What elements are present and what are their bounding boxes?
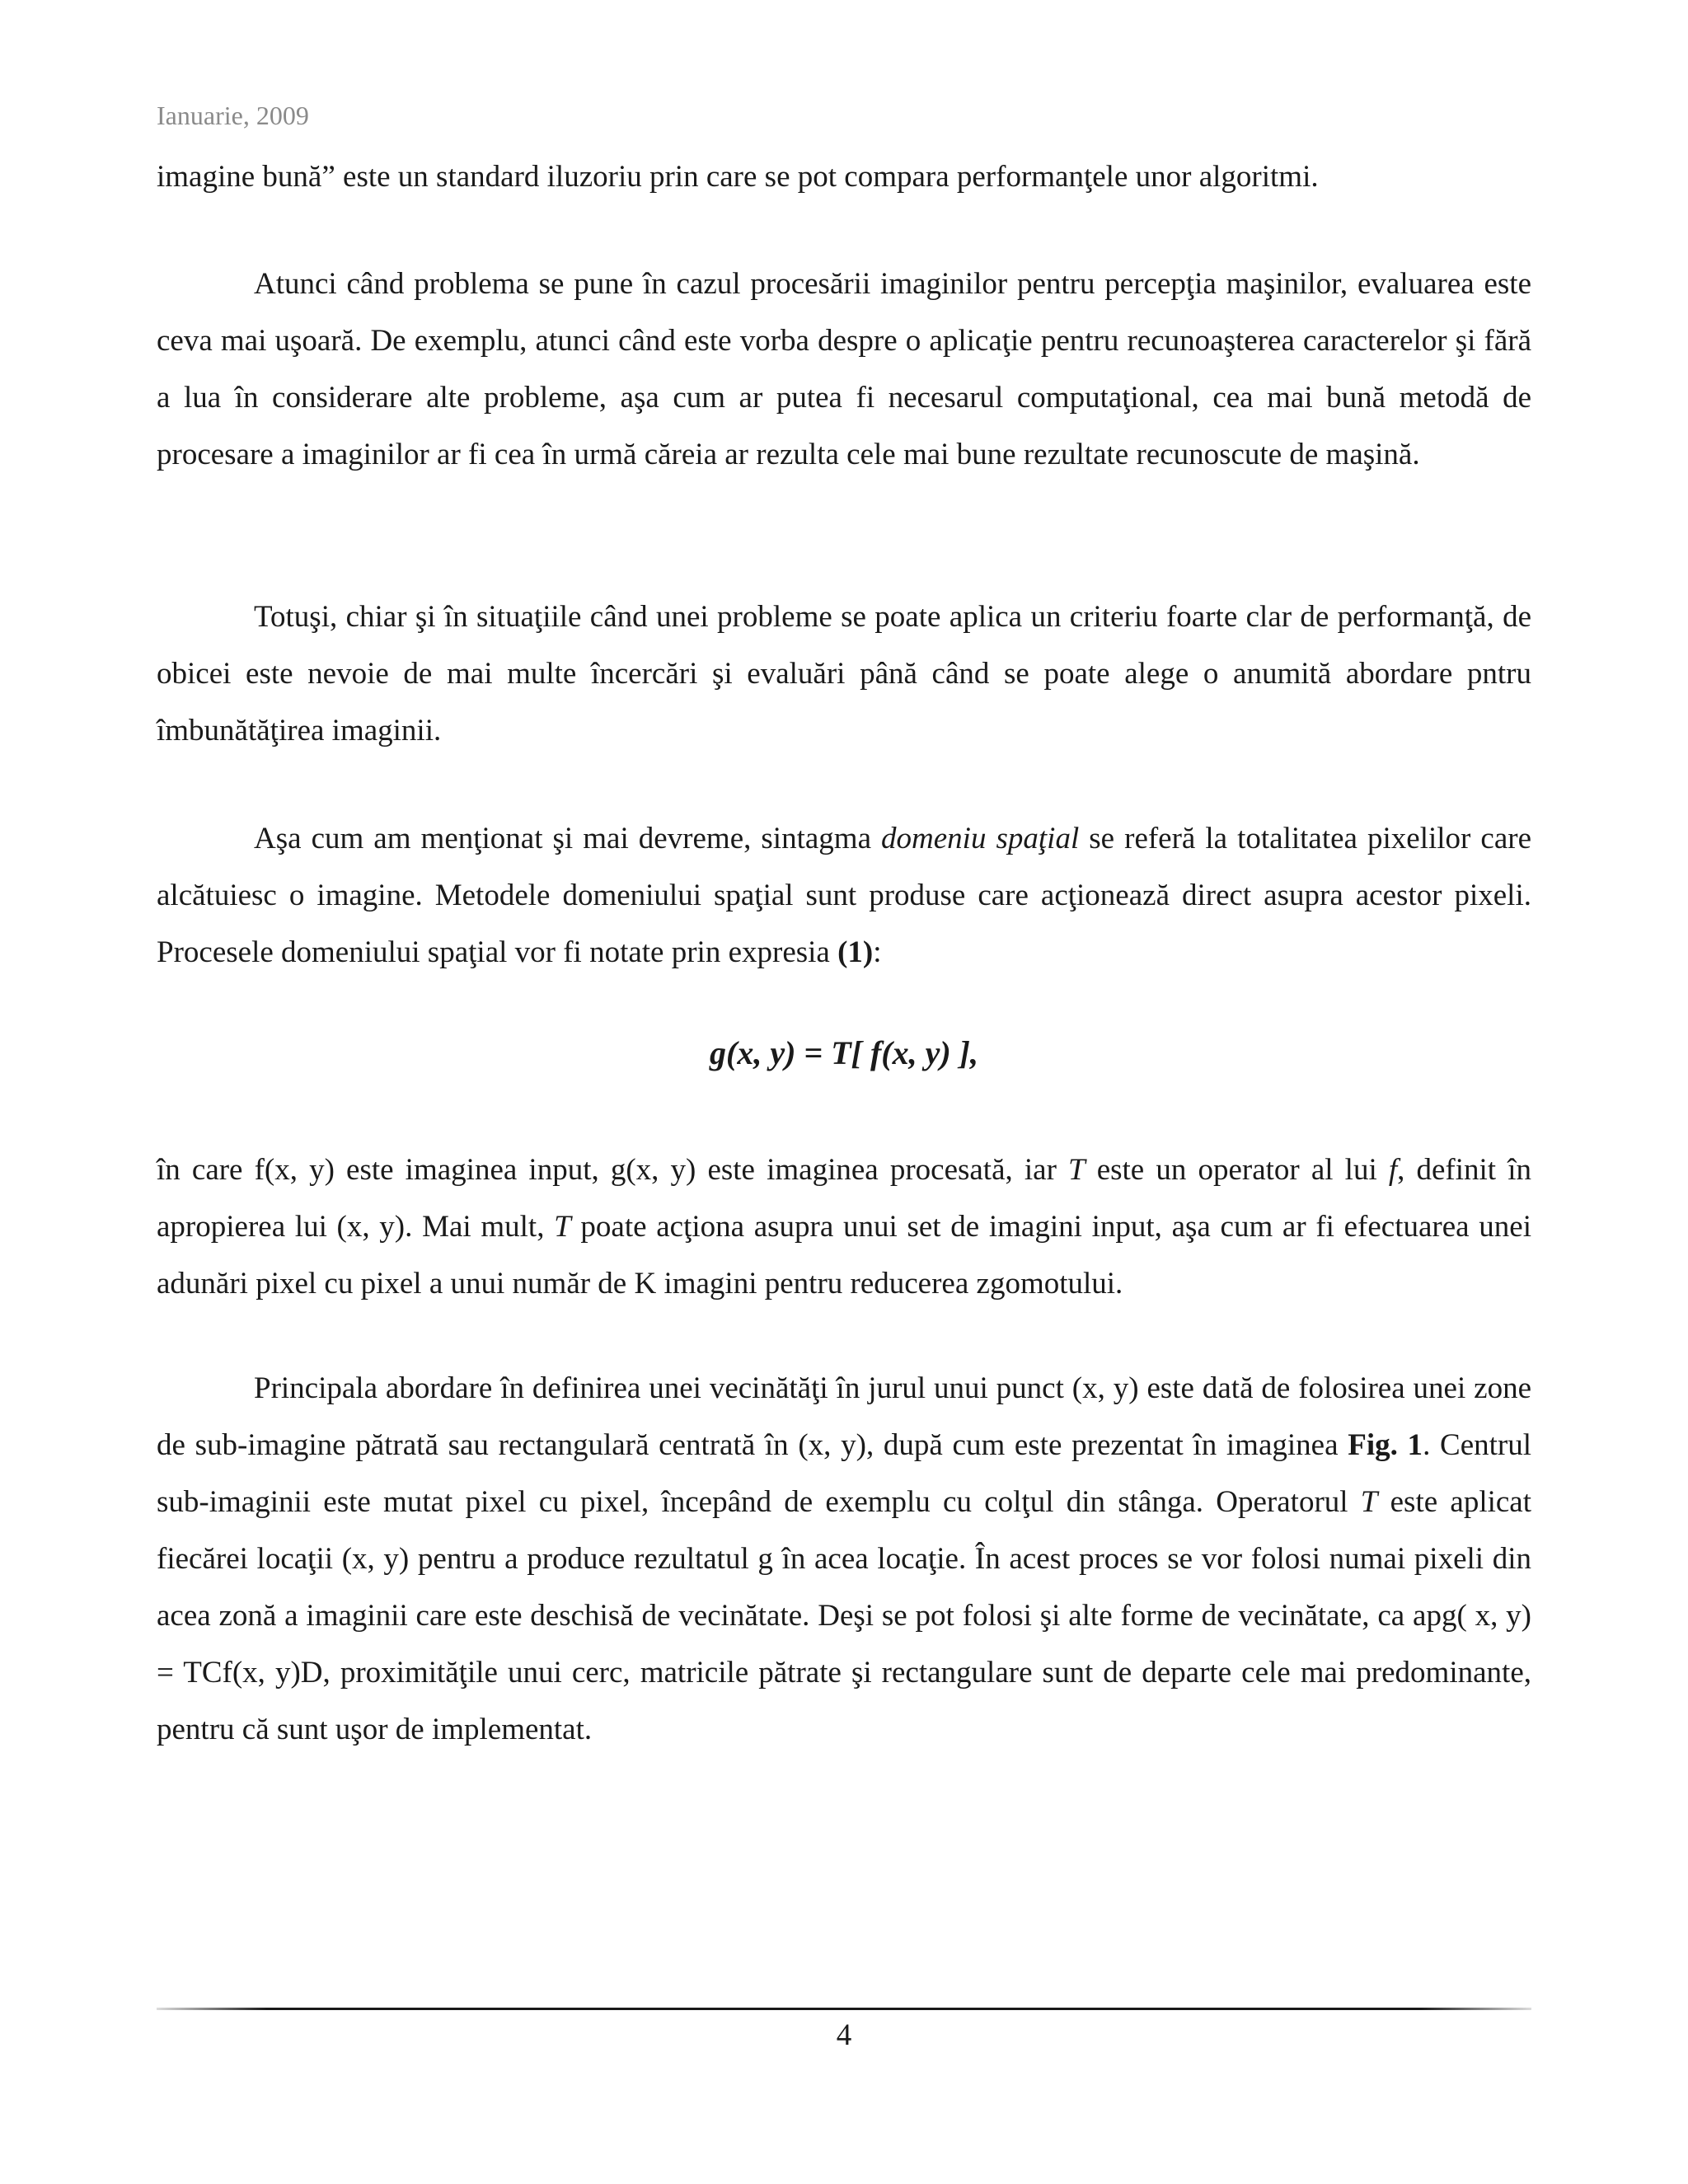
italic-term: domeniu spaţial xyxy=(881,822,1080,855)
paragraph-spatial-domain xyxy=(157,810,1531,981)
italic-symbol: f xyxy=(1388,1153,1398,1187)
figure-reference: Fig. 1 xyxy=(1348,1428,1423,1462)
paragraph-machine-perception xyxy=(157,255,1531,483)
paragraph-text: imagine bună” este un standard iluzoriu prin care se pot compara performanţele unor algoritmi. xyxy=(157,160,1319,194)
italic-symbol: T xyxy=(1068,1153,1085,1187)
paragraph-continuation xyxy=(157,148,1531,205)
equation-1: g(x, y) = T[ f(x, y) ], xyxy=(710,1034,978,1071)
footer-divider xyxy=(157,2008,1531,2010)
text-span: este aplicat fiecărei locaţii (x, y) pentru a produce rezultatul g în acea locaţie. În acest proces se vor folosi numai pixeli din acea zonă a imaginii care este deschisă de vecinătate. Deşi se pot folosi şi alte forme de vecinătate, ca apg( x, y) = TCf(x, y)D, proximităţile unui cerc, matricile pătrate şi rectangulare sunt de departe cele mai predominante, pentru că sunt uşor de implementat. xyxy=(157,1485,1531,1746)
text-span: , definit în apropierea lui (x, y). Mai mult, xyxy=(157,1153,1531,1244)
text-span: se referă la totalitatea pixelilor care alcătuiesc o imagine. Metodele domeniului spaţial sunt produse care acţionează direct asupra acestor pixeli. Procesele domeniului spaţial vor fi notate prin expresia xyxy=(157,822,1531,969)
text-span: : xyxy=(873,935,882,969)
running-header: Ianuarie, 2009 xyxy=(157,101,309,130)
text-span: poate acţiona asupra unui set de imagini input, aşa cum ar fi efectuarea unei adunări pixel cu pixel a unui număr de K imagini pentru reducerea zgomotului. xyxy=(157,1210,1531,1301)
equation-reference: (1) xyxy=(837,935,874,969)
italic-symbol: T xyxy=(554,1210,571,1244)
paragraph-text: Totuşi, chiar şi în situaţiile când unei probleme se poate aplica un criteriu foarte clar de performanţă, de obicei este nevoie de mai multe încercări şi evaluări până când se poate alege o anumită abordare pntru îmbunătăţirea imaginii. xyxy=(157,600,1531,748)
italic-symbol: T xyxy=(1360,1485,1378,1519)
paragraph-performance-criteria xyxy=(157,588,1531,759)
text-span: în care f(x, y) este imaginea input, g(x, y) este imaginea procesată, iar xyxy=(157,1153,1069,1187)
text-span: este un operator al lui xyxy=(1085,1153,1389,1187)
paragraph-neighborhood xyxy=(157,1360,1531,1758)
paragraph-operator-definition xyxy=(157,1141,1531,1312)
text-span: Aşa cum am menţionat şi mai devreme, sintagma xyxy=(254,822,882,855)
paragraph-text: Atunci când problema se pune în cazul procesării imaginilor pentru percepţia maşinilor, evaluarea este ceva mai uşoară. De exemplu, atunci când este vorba despre o aplicaţie pentru recunoaşterea caracterelor şi fără a lua în considerare alte probleme, aşa cum ar putea fi necesarul computaţional, cea mai bună metodă de procesare a imaginilor ar fi cea în urmă căreia ar rezulta cele mai bune rezultate recunoscute de maşină. xyxy=(157,267,1531,471)
page-number: 4 xyxy=(836,2018,852,2052)
text-span: . Centrul sub-imaginii este mutat pixel cu pixel, începând de exemplu cu colţul din stânga. Operatorul xyxy=(157,1428,1531,1519)
text-span: Principala abordare în definirea unei vecinătăţi în jurul unui punct (x, y) este dată de folosirea unei zone de sub-imagine pătrată sau rectangulară centrată în (x, y), după cum este prezentat în imaginea xyxy=(157,1371,1531,1462)
